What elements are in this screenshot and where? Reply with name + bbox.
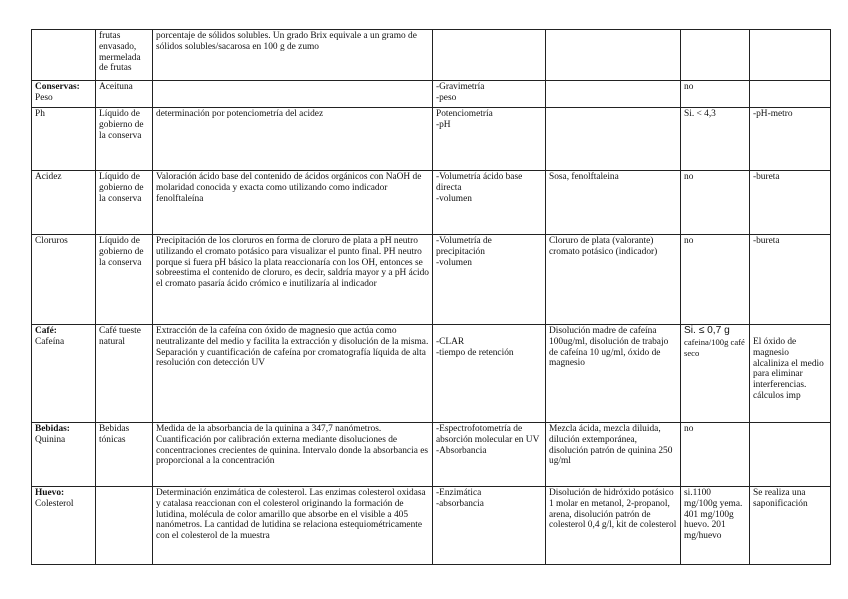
table-row <box>32 325 831 423</box>
observations-cell: -bureta <box>750 171 831 235</box>
procedure-cell: Extracción de la cafeína con óxido de magnesio que actúa como neutralizante del medio y facilita la extracción y disolución de la misma. Separación y cuantificación de cafeína por cromatografía líquida de alta resolución con detección UV <box>153 325 433 423</box>
table-row <box>32 487 831 565</box>
reagents-cell: Sosa, fenolftaleina <box>546 171 681 235</box>
observations-cell: -bureta <box>750 235 831 325</box>
table-row <box>32 108 831 171</box>
product-cell: Café: Cafeína <box>32 325 96 423</box>
observations-cell <box>750 423 831 487</box>
sample-cell <box>96 487 153 565</box>
sample-cell: Bebidas tónicas <box>96 423 153 487</box>
procedure-cell: determinación por potenciometría del acidez <box>153 108 433 171</box>
result-cell: no <box>681 81 750 108</box>
procedure-cell: porcentaje de sólidos solubles. Un grado Brix equivale a un gramo de sólidos solubles/sacarosa en 100 g de zumo <box>153 30 433 81</box>
table-row <box>32 171 831 235</box>
result-cell: si.1100 mg/100g yema. 401 mg/100g huevo. 201 mg/huevo <box>681 487 750 565</box>
reagents-cell: Disolución de hidróxido potásico 1 molar en metanol, 2-propanol, arena, disolución patrón de colesterol 0,4 g/l, kit de colesterol <box>546 487 681 565</box>
reagents-cell: Mezcla ácida, mezcla diluida, dilución extemporánea, disolución patrón de quinina 250 ug/ml <box>546 423 681 487</box>
method-cell: -Enzimática -absorbancia <box>433 487 546 565</box>
procedure-cell: Precipitación de los cloruros en forma de cloruro de plata a pH neutro utilizando el cromato potásico para visualizar el punto final. PH neutro porque si fuera pH básico la plata reaccionaría con los OH, entonces se sobreestima el contenido de cloruro, es decir, saldría mayor y a pH ácido el cromato pasaría ácido crómico e inutilizaría al indicador <box>153 235 433 325</box>
method-cell: -Espectrofotometría de absorción molecular en UV -Absorbancia <box>433 423 546 487</box>
product-cell: Conservas: Peso <box>32 81 96 108</box>
reagents-cell <box>546 108 681 171</box>
observations-cell: Se realiza una saponificación <box>750 487 831 565</box>
table-row <box>32 235 831 325</box>
sample-cell: Líquido de gobierno de la conserva <box>96 235 153 325</box>
result-cell: no <box>681 423 750 487</box>
observations-cell <box>750 81 831 108</box>
result-cell <box>681 30 750 81</box>
method-cell: -CLAR -tiempo de retención <box>433 325 546 423</box>
observations-cell: El óxido de magnesio alcaliniza el medio para eliminar interferencias. cálculos imp <box>750 325 831 423</box>
sample-cell: Aceituna <box>96 81 153 108</box>
product-cell <box>32 30 96 81</box>
result-cell: Si. < 4,3 <box>681 108 750 171</box>
result-cell: no <box>681 235 750 325</box>
procedure-cell: Medida de la absorbancia de la quinina a 347,7 nanómetros. Cuantificación por calibración externa mediante disoluciones de concentraciones crecientes de quinina. Intervalo donde la absorbancia es proporcional a la concentración <box>153 423 433 487</box>
result-cell: no <box>681 171 750 235</box>
table-row <box>32 81 831 108</box>
procedure-cell <box>153 81 433 108</box>
sample-cell: Líquido de gobierno de la conserva <box>96 171 153 235</box>
product-cell: Acidez <box>32 171 96 235</box>
product-cell: Bebidas: Quinina <box>32 423 96 487</box>
table-row <box>32 423 831 487</box>
method-cell: -Volumetría ácido base directa -volumen <box>433 171 546 235</box>
observations-cell: -pH-metro <box>750 108 831 171</box>
sample-cell: Café tueste natural <box>96 325 153 423</box>
method-cell: -Volumetría de precipitación -volumen <box>433 235 546 325</box>
sample-cell: Líquido de gobierno de la conserva <box>96 108 153 171</box>
method-cell: -Gravimetría -peso <box>433 81 546 108</box>
product-cell: Huevo: Colesterol <box>32 487 96 565</box>
method-cell <box>433 30 546 81</box>
procedure-cell: Determinación enzimática de colesterol. Las enzimas colesterol oxidasa y catalasa reaccionan con el colesterol originando la formación de lutidina, molécula de color amarillo que absorbe en el visible a 405 nanómetros. La cantidad de lutidina se relaciona estequiométricamente con el colesterol de la muestra <box>153 487 433 565</box>
sample-cell: frutas envasado, mermelada de frutas <box>96 30 153 81</box>
reagents-cell <box>546 81 681 108</box>
observations-cell <box>750 30 831 81</box>
method-cell: Potenciometría -pH <box>433 108 546 171</box>
result-cell: Si. ≤ 0,7 g cafeina/100g café seco <box>681 325 750 423</box>
procedure-cell: Valoración ácido base del contenido de ácidos orgánicos con NaOH de molaridad conocida y exacta como utilizando como indicador fenolftaleína <box>153 171 433 235</box>
product-cell: Cloruros <box>32 235 96 325</box>
analysis-table <box>31 29 831 565</box>
reagents-cell: Disolución madre de cafeína 100ug/ml, disolución de trabajo de cafeína 10 ug/ml, óxido de magnesio <box>546 325 681 423</box>
product-cell: Ph <box>32 108 96 171</box>
table-row <box>32 30 831 81</box>
reagents-cell <box>546 30 681 81</box>
reagents-cell: Cloruro de plata (valorante) cromato potásico (indicador) <box>546 235 681 325</box>
